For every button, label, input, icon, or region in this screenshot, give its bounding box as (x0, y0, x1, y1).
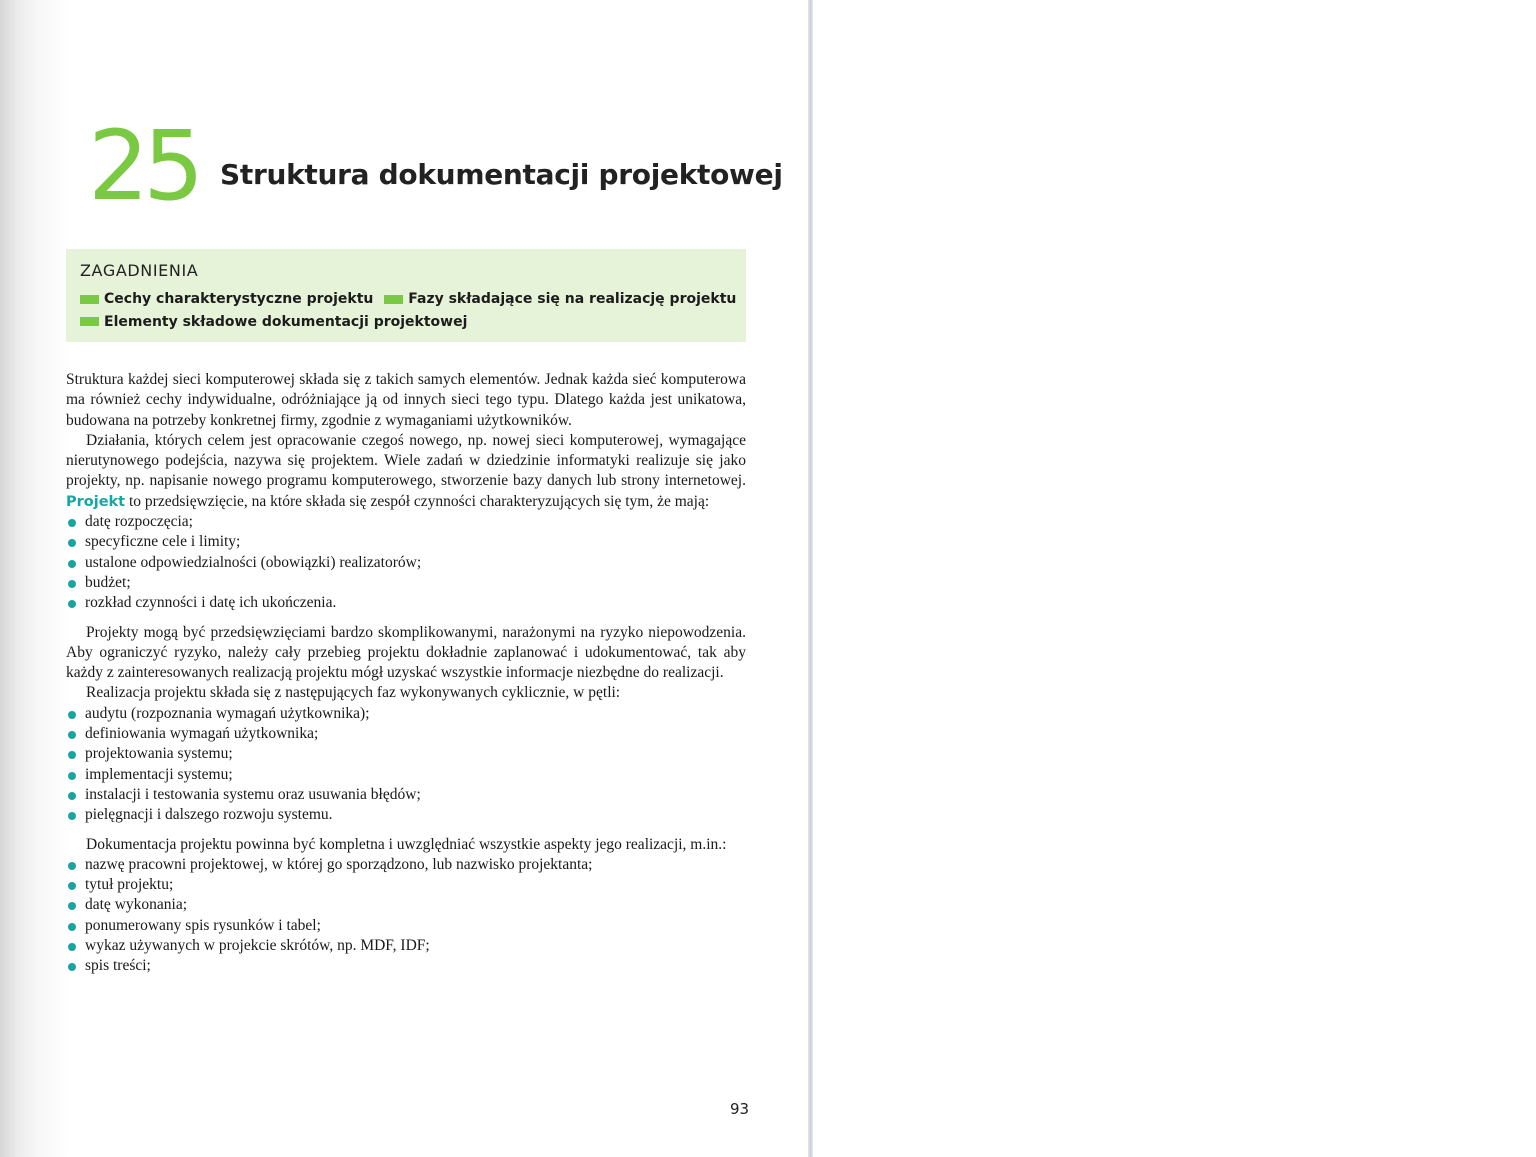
list-item (66, 532, 746, 552)
list-item (66, 875, 746, 895)
list-item-text: spis treści; (85, 957, 151, 975)
list-item-text: datę wykonania; (85, 896, 188, 914)
paragraph: Projekty mogą być przedsięwzięciami bardzo skomplikowanymi, narażonymi na ryzyko niepowodzenia. Aby ograniczyć ryzyko, należy cały przebieg projektu dokładnie zaplanować i udokumentować, tak aby każdy z zainteresowanych realizacją projektu mógł uzyskać wszystkie informacje niezbędne do realizacji. (66, 623, 746, 682)
keyword-term: Projekt (66, 493, 126, 510)
body-text (66, 370, 746, 977)
bullet-icon (68, 812, 76, 820)
bullet-icon (68, 792, 76, 800)
bullet-list (66, 704, 746, 826)
bullet-icon (68, 711, 76, 719)
chapter-number: 25 (88, 110, 199, 222)
list-item (66, 805, 746, 825)
bullet-icon (68, 902, 76, 910)
topic-marker-icon (384, 295, 403, 304)
paragraph-text: Działania, których celem jest opracowanie czegoś nowego, np. nowej sieci komputerowej, wymagające nierutynowego podejścia, nazywa się projektem. Wiele zadań w dziedzinie informatyki realizuje się jako projekty, np. napisanie nowego programu komputerowego, stworzenie bazy danych lub strony internetowej. (66, 431, 746, 490)
topic-label: Elementy składowe dokumentacji projektowej (104, 313, 468, 330)
topic-item (384, 288, 736, 310)
paragraph: Struktura każdej sieci komputerowej składa się z takich samych elementów. Jednak każda sieć komputerowa ma również cechy indywidualne, odróżniające ją od innych sieci tego typu. Dlatego każda jest unikatowa, budowana na potrzeby konkretnej firmy, zgodnie z wymaganiami użytkowników. (66, 371, 746, 429)
topic-item (80, 288, 373, 310)
list-item-text: ustalone odpowiedzialności (obowiązki) realizatorów; (85, 553, 422, 571)
list-item-text: datę rozpoczęcia; (85, 513, 193, 531)
bullet-icon (68, 539, 76, 547)
bullet-icon (68, 731, 76, 739)
list-item (66, 512, 746, 532)
list-item (66, 936, 746, 956)
topics-box (66, 249, 746, 342)
list-item (66, 855, 746, 875)
list-item (66, 765, 746, 785)
paragraph (66, 431, 746, 512)
list-item-text: definiowania wymagań użytkownika; (85, 725, 319, 743)
list-item-text: nazwę pracowni projektowej, w której go sporządzono, lub nazwisko projektanta; (85, 855, 593, 873)
list-item-text: budżet; (85, 573, 131, 591)
topics-row (80, 288, 737, 311)
bullet-icon (68, 519, 76, 527)
bullet-icon (68, 862, 76, 870)
list-item-text: wykaz używanych w projekcie skrótów, np. MDF, IDF; (85, 937, 430, 955)
list-item (66, 744, 746, 764)
topic-item (80, 311, 467, 333)
list-item (66, 895, 746, 915)
topic-marker-icon (80, 295, 99, 304)
topics-row (80, 311, 732, 334)
paragraph-text: to przedsięwzięcie, na które składa się zespół czynności charakteryzujących się tym, że mają: (129, 492, 710, 510)
bullet-icon (68, 580, 76, 588)
list-item-text: audytu (rozpoznania wymagań użytkownika); (85, 704, 370, 722)
topic-label: Cechy charakterystyczne projektu (104, 291, 374, 307)
list-item (66, 724, 746, 744)
bullet-icon (68, 923, 76, 931)
bullet-icon (68, 751, 76, 759)
bullet-icon (68, 882, 76, 890)
page-number: 93 (730, 1100, 750, 1118)
paragraph: Dokumentacja projektu powinna być kompletna i uwzględniać wszystkie aspekty jego realizacji, m.in.: (86, 835, 727, 853)
list-item (66, 553, 746, 573)
bullet-icon (68, 600, 76, 608)
list-item-text: tytuł projektu; (85, 876, 174, 894)
paragraph: Realizacja projektu składa się z następujących faz wykonywanych cyklicznie, w pętli: (86, 684, 621, 702)
list-item-text: instalacji i testowania systemu oraz usuwania błędów; (85, 785, 421, 803)
list-item (66, 704, 746, 724)
topic-marker-icon (80, 317, 99, 326)
bullet-icon (68, 963, 76, 971)
list-item (66, 956, 746, 976)
list-item-text: pielęgnacji i dalszego rozwoju systemu. (85, 806, 333, 824)
list-item (66, 593, 746, 613)
bullet-icon (68, 943, 76, 951)
bullet-list (66, 512, 746, 613)
bullet-list (66, 855, 746, 977)
topics-heading: ZAGADNIENIA (80, 261, 199, 280)
list-item-text: projektowania systemu; (85, 745, 233, 763)
bullet-icon (68, 772, 76, 780)
list-item-text: specyficzne cele i limity; (85, 533, 241, 551)
list-item (66, 573, 746, 593)
list-item-text: ponumerowany spis rysunków i tabel; (85, 916, 321, 934)
list-item-text: implementacji systemu; (85, 765, 233, 783)
list-item (66, 916, 746, 936)
right-page-blank[interactable] (813, 0, 1536, 1157)
list-item (66, 785, 746, 805)
topic-label: Fazy składające się na realizację projektu (408, 291, 737, 307)
chapter-title: Struktura dokumentacji projektowej (220, 158, 783, 191)
list-item-text: rozkład czynności i datę ich ukończenia. (85, 594, 337, 612)
bullet-icon (68, 560, 76, 568)
